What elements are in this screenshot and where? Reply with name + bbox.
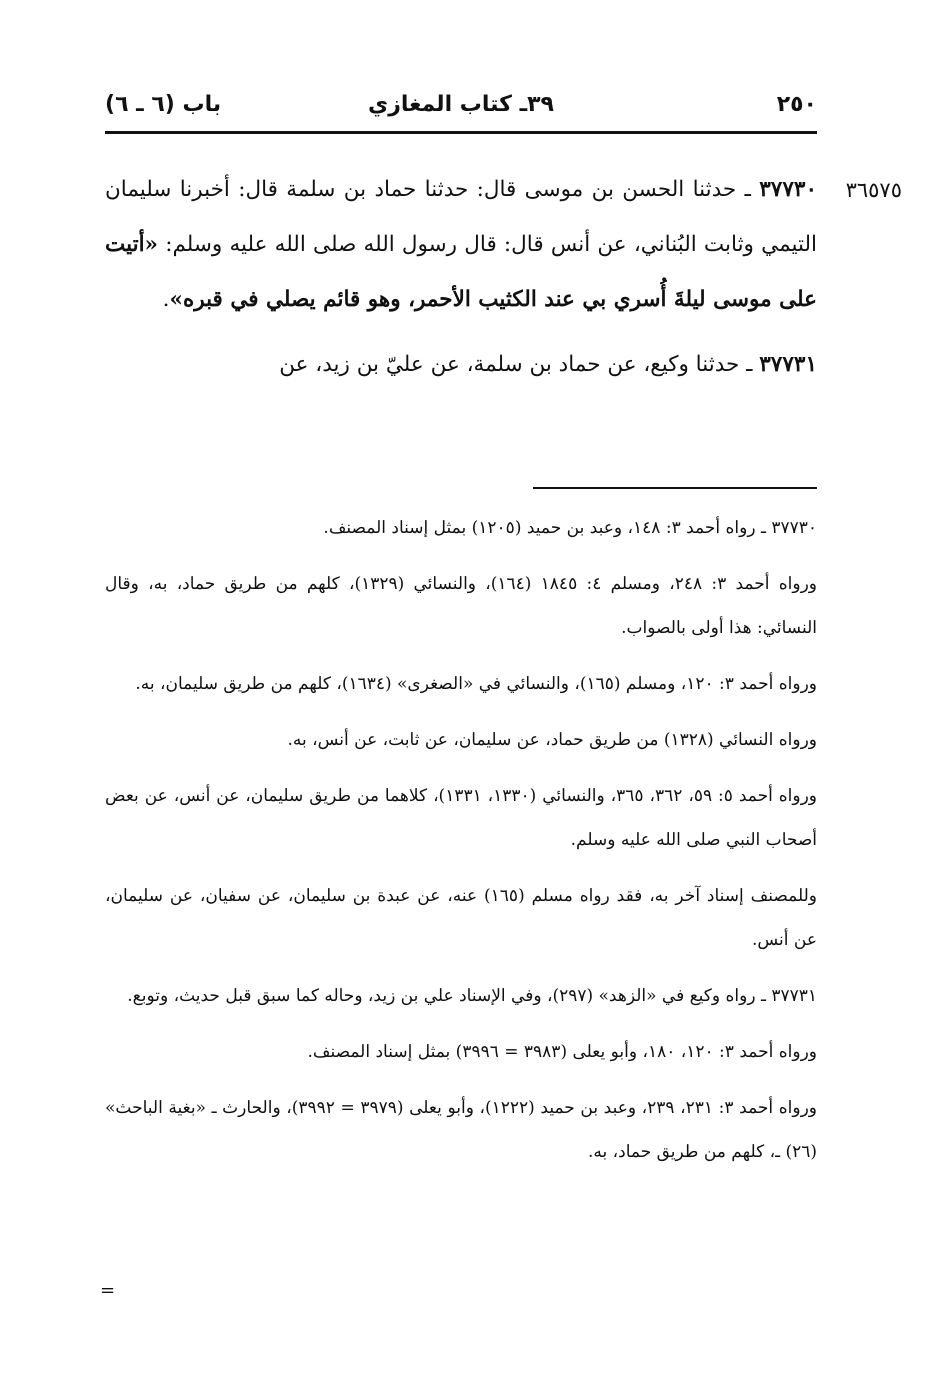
continuation-mark: = (100, 1280, 116, 1301)
chapter-label: باب (٦ ـ ٦) (105, 92, 222, 117)
hadith-paragraph (105, 337, 817, 392)
footnote-paragraph: ورواه أحمد ٣: ٢٤٨، ومسلم ٤: ١٨٤٥ (١٦٤)، والنسائي (١٣٢٩)، كلهم من طريق حماد، به، وقال النسائي: هذا أولى بالصواب. (105, 574, 817, 638)
footnote-paragraph: وللمصنف إسناد آخر به، فقد رواه مسلم (١٦٥) عنه، عن عبدة بن سليمان، عن سفيان، عن سليمان، عن أنس. (105, 886, 817, 950)
footnote-paragraph: ٣٧٧٣٠ ـ رواه أحمد ٣: ١٤٨، وعبد بن حميد (١٢٠٥) بمثل إسناد المصنف. (323, 518, 817, 538)
footnote-paragraph: ورواه أحمد ٣: ١٢٠، ١٨٠، وأبو يعلى (٣٩٨٣ = ٣٩٩٦) بمثل إسناد المصنف. (307, 1042, 817, 1062)
footnote-paragraph: ورواه النسائي (١٣٢٨) من طريق حماد، عن سليمان، عن ثابت، عن أنس، به. (287, 730, 817, 750)
hadith-number: ٣٧٧٣١ (759, 352, 817, 377)
footnote-paragraph: ورواه أحمد ٣: ١٢٠، ومسلم (١٦٥)، والنسائي في «الصغرى» (١٦٣٤)، كلهم من طريق سليمان، به. (135, 674, 817, 694)
hadith-isnad-text: ـ حدثنا الحسن بن موسى قال: حدثنا حماد بن سلمة قال: أخبرنا سليمان التيمي وثابت البُناني، عن أنس قال: قال رسول الله صلى الله عليه وسلم: (105, 177, 817, 257)
footnote-paragraph: ورواه أحمد ٥: ٥٩، ٣٦٢، ٣٦٥، والنسائي (١٣٣٠، ١٣٣١)، كلاهما من طريق سليمان، عن أنس، عن بعض أصحاب النبي صلى الله عليه وسلم. (105, 786, 817, 850)
footnote-paragraph: ٣٧٧٣١ ـ رواه وكيع في «الزهد» (٢٩٧)، وفي الإسناد علي بن زيد، وحاله كما سبق قبل حديث، وتوبع. (127, 986, 817, 1006)
footnote-divider (533, 487, 817, 489)
main-text (105, 162, 817, 392)
margin-reference-number: ٣٦٥٧٥ (845, 178, 902, 202)
footnote-paragraph: ورواه أحمد ٣: ٢٣١، ٢٣٩، وعبد بن حميد (١٢٢٢)، وأبو يعلى (٣٩٧٩ = ٣٩٩٢)، والحارث ـ «بغية الباحث» (٢٦) ـ، كلهم من طريق حماد، به. (105, 1098, 818, 1162)
hadith-end-punct: . (162, 287, 170, 312)
footnotes (105, 506, 817, 1186)
page-number: ٢٥٠ (776, 92, 817, 117)
hadith-isnad-text: ـ حدثنا وكيع، عن حماد بن سلمة، عن عليّ بن زيد، عن (279, 352, 760, 377)
page-header (105, 86, 817, 126)
book-title: ٣٩ـ كتاب المغازي (368, 92, 554, 117)
hadith-paragraph (105, 162, 817, 327)
hadith-number: ٣٧٧٣٠ (759, 177, 817, 202)
header-divider (105, 131, 817, 134)
hadith-matn-text: «أتيت على موسى ليلةَ أُسري بي عند الكثيب الأحمر، وهو قائم يصلي في قبره» (105, 232, 817, 312)
